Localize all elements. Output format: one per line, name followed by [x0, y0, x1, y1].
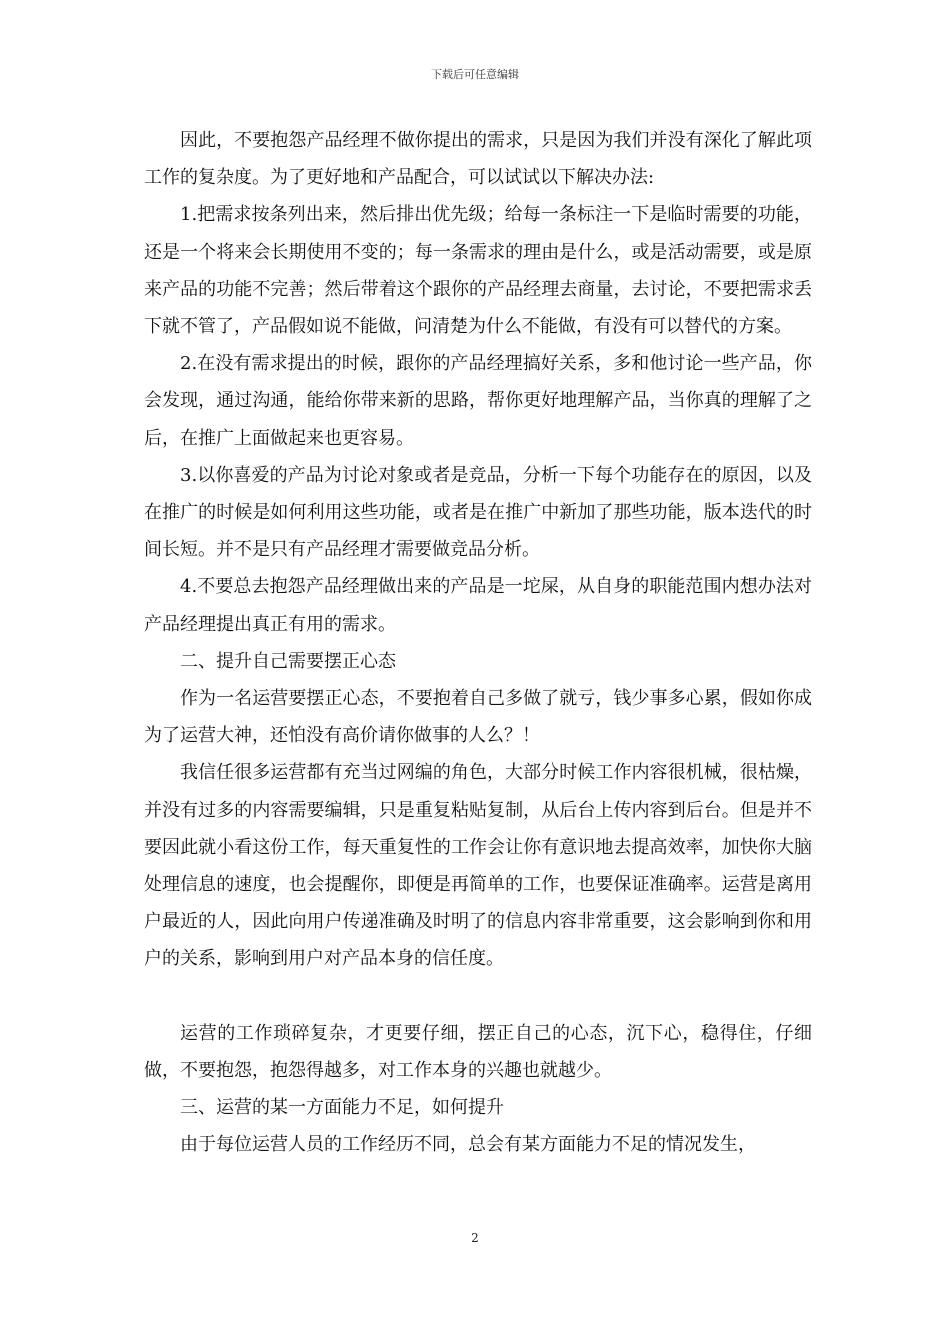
- paragraph-mindset: 作为一名运营要摆正心态，不要抱着自己多做了就亏，钱少事多心累，假如你成为了运营大神，还怕没有高价请你做事的人么？！: [144, 688, 812, 747]
- section-heading-2: 二、提升自己需要摆正心态: [180, 650, 396, 672]
- paragraph-editor-role: 我信任很多运营都有充当过网编的角色，大部分时候工作内容很机械，很枯燥，并没有过多的内容需要编辑，只是重复粘贴复制，从后台上传内容到后台。但是并不要因此就小看这份工作，每天重复性的工作会让你有意识地去提高效率，加快你大脑处理信息的速度，也会提醒你，即便是再简单的工作，也要保证准确率。运营是离用户最近的人，因此向用户传递准确及时明了的信息内容非常重要，这会影响到你和用户的关系，影响到用户对产品本身的信任度。: [144, 762, 812, 970]
- page-number: 2: [471, 1231, 479, 1245]
- page-header: 下载后可任意编辑: [431, 68, 519, 81]
- document-body: [144, 122, 812, 1163]
- paragraph-item-2: 2.在没有需求提出的时候，跟你的产品经理搞好关系，多和他讨论一些产品，你会发现，通过沟通，能给你带来新的思路，帮你更好地理解产品，当你真的理解了之后，在推广上面做起来也更容易。: [144, 353, 812, 449]
- paragraph-intro: 因此，不要抱怨产品经理不做你提出的需求，只是因为我们并没有深化了解此项工作的复杂度。为了更好地和产品配合，可以试试以下解决办法:: [144, 130, 812, 189]
- paragraph-item-1: 1.把需求按条列出来，然后排出优先级；给每一条标注一下是临时需要的功能，还是一个将来会长期使用不变的；每一条需求的理由是什么，或是活动需要，或是原来产品的功能不完善；然后带着这个跟你的产品经理去商量，去讨论，不要把需求丢下就不管了，产品假如说不能做，问清楚为什么不能做，有没有可以替代的方案。: [144, 204, 812, 338]
- paragraph-item-4: 4.不要总去抱怨产品经理做出来的产品是一坨屎，从自身的职能范围内想办法对产品经理提出真正有用的需求。: [144, 576, 812, 635]
- paragraph-careful: 运营的工作琐碎复杂，才更要仔细，摆正自己的心态，沉下心，稳得住，仔细做，不要抱怨，抱怨得越多，对工作本身的兴趣也就越少。: [144, 1022, 812, 1081]
- paragraph-item-3: 3.以你喜爱的产品为讨论对象或者是竞品，分析一下每个功能存在的原因，以及在推广的时候是如何利用这些功能，或者是在推广中新加了那些功能，版本迭代的时间长短。并不是只有产品经理才需要做竞品分析。: [144, 464, 812, 561]
- paragraph-ability: 由于每位运营人员的工作经历不同，总会有某方面能力不足的情况发生，: [180, 1134, 756, 1156]
- section-heading-3: 三、运营的某一方面能力不足，如何提升: [180, 1097, 504, 1119]
